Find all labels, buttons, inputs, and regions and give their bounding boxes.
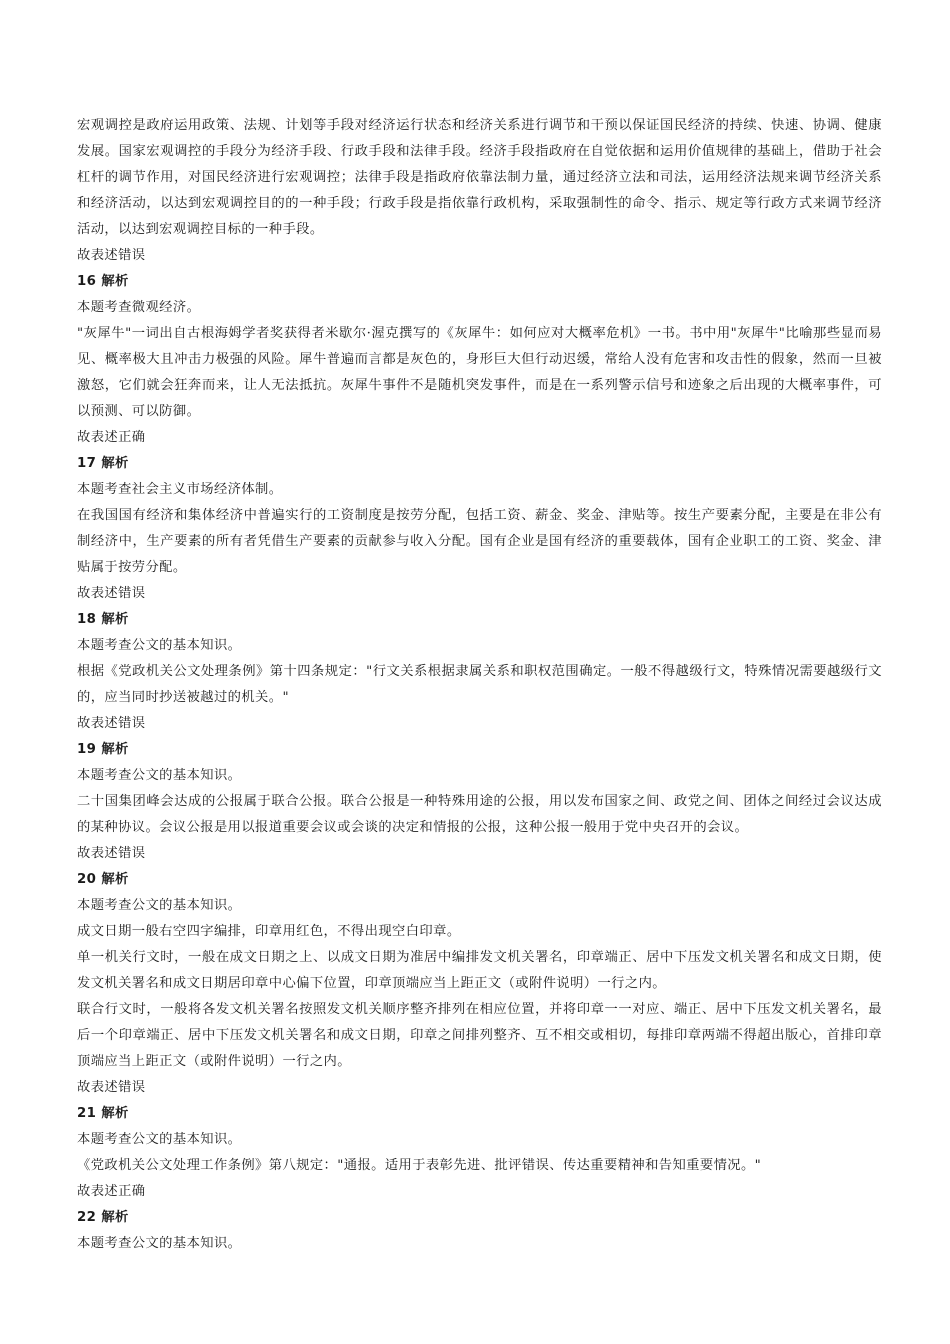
verdict-text: 故表述错误 <box>77 248 146 263</box>
topic-line: 本题考查公文的基本知识。 <box>77 1236 242 1251</box>
paragraph-distribution: 在我国国有经济和集体经济中普遍实行的工资制度是按劳分配，包括工资、薪金、奖金、津贴等。按生产要素分配，主要是在非公有制经济中，生产要素的所有者凭借生产要素的贡献参与收入分配。国有企业是国有经济的重要载体，国有企业职工的工资、奖金、津贴属于按劳分配。 <box>77 508 882 575</box>
section-heading-19: 19 解析 <box>77 742 129 757</box>
topic-line: 本题考查微观经济。 <box>77 300 201 315</box>
section-heading-18: 18 解析 <box>77 612 129 627</box>
section-heading-21: 21 解析 <box>77 1106 129 1121</box>
topic-line: 本题考查公文的基本知识。 <box>77 898 242 913</box>
paragraph-regulation-14: 根据《党政机关公文处理条例》第十四条规定："行文关系根据隶属关系和职权范围确定。一般不得越级行文，特殊情况需要越级行文的，应当同时抄送被越过的机关。" <box>77 664 882 705</box>
paragraph-joint-communique: 二十国集团峰会达成的公报属于联合公报。联合公报是一种特殊用途的公报，用以发布国家之间、政党之间、团体之间经过会议达成的某种协议。会议公报是用以报道重要会议或会谈的决定和情报的公报，这种公报一般用于党中央召开的会议。 <box>77 794 882 835</box>
paragraph-single-issuer: 单一机关行文时，一般在成文日期之上、以成文日期为准居中编排发文机关署名，印章端正、居中下压发文机关署名和成文日期，使发文机关署名和成文日期居印章中心偏下位置，印章顶端应当上距正文（或附件说明）一行之内。 <box>77 950 882 991</box>
section-heading-20: 20 解析 <box>77 872 129 887</box>
verdict-text: 故表述正确 <box>77 1184 146 1199</box>
verdict-text: 故表述错误 <box>77 846 146 861</box>
verdict-text: 故表述错误 <box>77 1080 146 1095</box>
paragraph-date-seal: 成文日期一般右空四字编排，印章用红色，不得出现空白印章。 <box>77 924 461 939</box>
topic-line: 本题考查公文的基本知识。 <box>77 768 242 783</box>
verdict-text: 故表述错误 <box>77 586 146 601</box>
paragraph-macro-control: 宏观调控是政府运用政策、法规、计划等手段对经济运行状态和经济关系进行调节和干预以保证国民经济的持续、快速、协调、健康发展。国家宏观调控的手段分为经济手段、行政手段和法律手段。经济手段指政府在自觉依据和运用价值规律的基础上，借助于社会杠杆的调节作用，对国民经济进行宏观调控；法律手段是指政府依靠法制力量，通过经济立法和司法，运用经济法规来调节经济关系和经济活动，以达到宏观调控目的的一种手段；行政手段是指依靠行政机构，采取强制性的命令、指示、规定等行政方式来调节经济活动，以达到宏观调控目标的一种手段。 <box>77 118 882 237</box>
topic-line: 本题考查公文的基本知识。 <box>77 638 242 653</box>
section-heading-22: 22 解析 <box>77 1210 129 1225</box>
section-heading-17: 17 解析 <box>77 456 129 471</box>
section-heading-16: 16 解析 <box>77 274 129 289</box>
paragraph-circular: 《党政机关公文处理工作条例》第八规定："通报。适用于表彰先进、批评错误、传达重要精神和告知重要情况。" <box>77 1158 762 1173</box>
verdict-text: 故表述正确 <box>77 430 146 445</box>
verdict-text: 故表述错误 <box>77 716 146 731</box>
topic-line: 本题考查社会主义市场经济体制。 <box>77 482 283 497</box>
topic-line: 本题考查公文的基本知识。 <box>77 1132 242 1147</box>
paragraph-gray-rhino: "灰犀牛"一词出自古根海姆学者奖获得者米歇尔·渥克撰写的《灰犀牛：如何应对大概率危机》一书。书中用"灰犀牛"比喻那些显而易见、概率极大且冲击力极强的风险。犀牛普遍而言都是灰色的，身形巨大但行动迟缓，常给人没有危害和攻击性的假象，然而一旦被激怒，它们就会狂奔而来，让人无法抵抗。灰犀牛事件不是随机突发事件，而是在一系列警示信号和迹象之后出现的大概率事件，可以预测、可以防御。 <box>77 326 882 419</box>
paragraph-joint-issuer: 联合行文时，一般将各发文机关署名按照发文机关顺序整齐排列在相应位置，并将印章一一对应、端正、居中下压发文机关署名，最后一个印章端正、居中下压发文机关署名和成文日期，印章之间排列整齐、互不相交或相切，每排印章两端不得超出版心，首排印章顶端应当上距正文（或附件说明）一行之内。 <box>77 1002 882 1069</box>
